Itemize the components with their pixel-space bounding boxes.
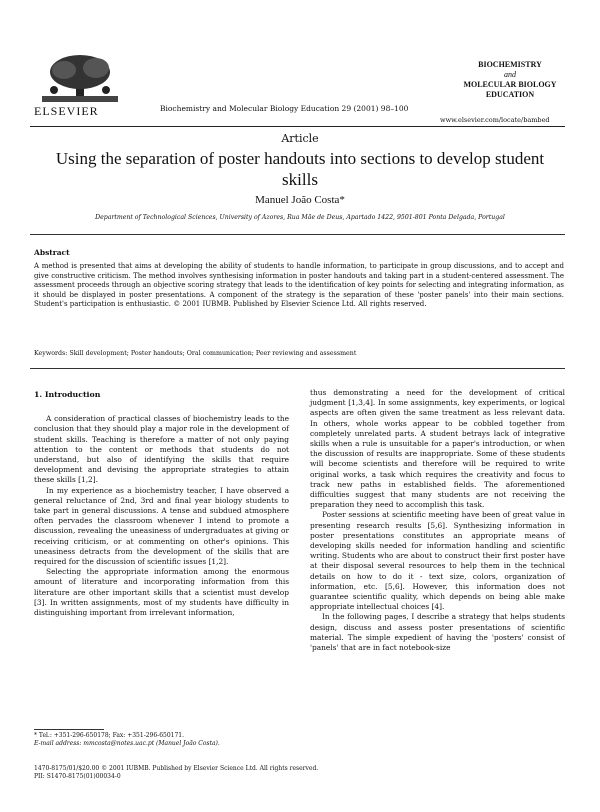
journal-logo-line: MOLECULAR BIOLOGY [463, 80, 557, 89]
body-paragraph: thus demonstrating a need for the development of critical judgment [1,3,4]. In some assignments, key experiments, or logical aspects are often given the same treatment as less relevant data. In others, whole works appear to be cobbled together from completely unrelated parts. A student betrays lack of integrative skills when a rule is unsuitable for a paper's introduction, or when the discussion of results are inappropriate. Some of these students will become scientists and therefore will be required to write original works, a task which requires the creativity and focus to track new paths in established fields. The aforementioned difficulties suggest that many students are not receiving the preparation they need to accomplish this task. [310, 388, 565, 510]
journal-url: www.elsevier.com/locate/bambed [440, 116, 550, 124]
body-paragraph: Selecting the appropriate information among the enormous amount of literature and incorporating information from this literature are other important skills that a scientist must develop [3]. In written assignments, most of my students have difficulty in distinguishing important from irrelevant information, [34, 567, 289, 618]
header-divider [30, 126, 565, 127]
copyright-block [34, 765, 574, 781]
right-column [310, 388, 565, 653]
body-paragraph: In my experience as a biochemistry teacher, I have observed a general reluctance of 2nd, 3rd and final year biology students to take part in general discussions. A tense and subdued atmosphere often pervades the classroom whenever I intend to promote a discussion, revealing the uneasiness of undergraduates at giving or receiving criticism, or at commenting on other's opinions. This uneasiness detracts from the development of the skills that are required for the discussion of scientific issues [1,2]. [34, 485, 289, 567]
journal-reference: Biochemistry and Molecular Biology Education 29 (2001) 98–100 [160, 104, 409, 113]
journal-logo-line: and [504, 70, 516, 79]
footnotes [34, 732, 294, 748]
abstract-body: A method is presented that aims at developing the ability of students to handle information, to participate in group discussions, and to accept and give constructive criticism. The method involves synthesising information in poster handouts and taking part in a student-centered assessment. The assessment proceeds through an objective scoring strategy that leads to the identification of key points for selecting and integrating information, as it should be displayed in poster presentations. A component of the strategy is the separation of these 'poster panels' into their main sections. Student's participation is enthusiastic. © 2001 IUBMB. Published by Elsevier Science Ltd. All rights reserved. [34, 262, 564, 309]
footnote-email: E-mail address: mmcosta@notes.uac.pt (Manuel João Costa). [34, 740, 220, 748]
body-paragraph: A consideration of practical classes of biochemistry leads to the conclusion that they should play a major role in the development of student skills. Teaching is therefore a matter of not only paying attention to the content or methods that students do not understand, but also of identifying the skills that require development and devising the appropriate strategies to attain these skills [1,2]. [34, 414, 289, 485]
author-affiliation: Department of Technological Sciences, University of Azores, Rua Mãe de Deus, Apartado 1422, 9501-801 Ponta Delgada, Portugal [95, 214, 505, 221]
journal-logo [455, 60, 565, 100]
body-paragraph: In the following pages, I describe a strategy that helps students design, discuss and assess poster presentations of scientific material. The simple expedient of having the 'posters' consist of 'panels' that are in fact notebook-size [310, 612, 565, 653]
author-name: Manuel João Costa* [255, 194, 345, 206]
footnote-contact: * Tel.: +351-296-650178; Fax: +351-296-650171. [34, 732, 185, 739]
footnote-divider [34, 729, 104, 730]
section-heading: 1. Introduction [34, 390, 101, 399]
abstract-divider [30, 368, 565, 369]
abstract-heading: Abstract [34, 248, 70, 257]
publisher-name: ELSEVIER [34, 104, 99, 118]
body-paragraph: Poster sessions at scientific meeting have been of great value in presenting research results [5,6]. Synthesizing information in poster presentations constitutes an appropriate means of developing skills needed for information handling and scientific writing. Students who are about to construct their first poster have at their disposal several resources to help them in the technical details on how to do it - text size, colors, organization of information, etc. [5,6]. However, this information does not guarantee scientific quality, which depends on being able make appropriate intellectual choices [4]. [310, 510, 565, 612]
elsevier-tree-logo [34, 52, 126, 106]
copyright-line: 1470-8175/01/$20.00 © 2001 IUBMB. Published by Elsevier Science Ltd. All rights reserved. [34, 765, 319, 772]
article-type-label: Article [281, 132, 319, 145]
affiliation-divider [30, 234, 565, 235]
journal-logo-line: EDUCATION [485, 90, 535, 99]
article-title: Using the separation of poster handouts into sections to develop student skills [55, 149, 545, 189]
pii-line: PII: S1470-8175(01)00034-0 [34, 773, 121, 781]
journal-logo-line: BIOCHEMISTRY [478, 60, 542, 69]
keywords: Keywords: Skill development; Poster handouts; Oral communication; Peer reviewing and assessment [34, 350, 357, 357]
left-column [34, 390, 289, 618]
